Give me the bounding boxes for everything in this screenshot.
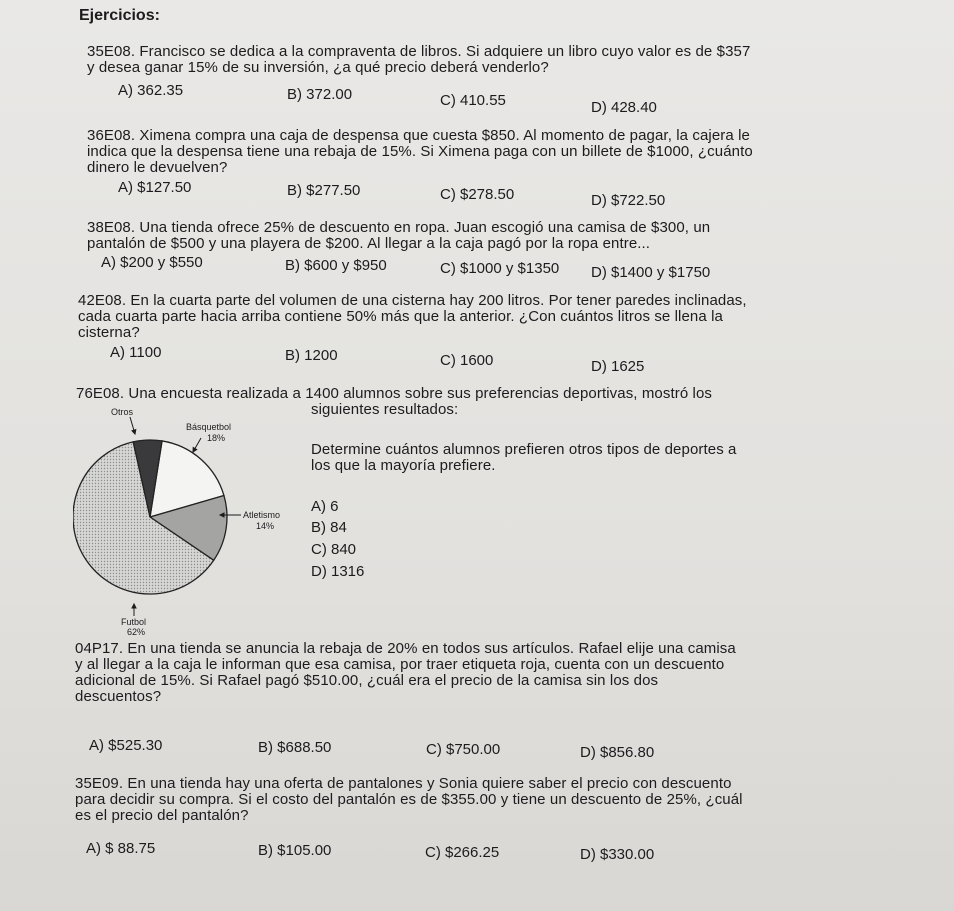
option-c: C) $750.00 [426,741,501,758]
question-line: 42E08. En la cuarta parte del volumen de una cisterna hay 200 litros. Por tener paredes inclinadas, [78,292,747,309]
question-line: y al llegar a la caja le informan que esa camisa, por traer etiqueta roja, cuenta con un descuento [75,656,725,673]
page-title: Ejercicios: [79,7,160,24]
option-a: A) $ 88.75 [86,840,156,857]
option-a: A) $525.30 [89,737,163,754]
question-line: y desea ganar 15% de su inversión, ¿a qué precio deberá venderlo? [87,59,549,76]
question-line: cada cuarta parte hacia arriba contiene 50% más que la anterior. ¿Con cuántos litros se llena la [78,308,723,325]
option-d: D) 1316 [311,563,365,580]
exercise-38E08 [87,220,787,252]
exercise-76E08 [76,386,776,402]
option-d: D) $856.80 [580,744,655,761]
question-line: adicional de 15%. Si Rafael pagó $510.00, ¿cuál era el precio de la camisa sin los dos [75,672,659,689]
question-line: para decidir su compra. Si el costo del pantalón es de $355.00 y tiene un descuento de 25%, ¿cuál [75,791,743,808]
exercise-04P17 [75,641,769,705]
slice-value-atletismo: 14% [256,521,275,531]
option-c: C) 840 [311,541,357,558]
option-b: B) 372.00 [287,86,353,103]
option-d: D) $722.50 [591,192,666,209]
option-c: C) 1600 [440,352,494,369]
option-d: D) $1400 y $1750 [591,264,711,281]
question-line: siguientes resultados: [311,401,459,418]
option-c: C) 410.55 [440,92,506,109]
slice-label-futbol: Futbol [121,617,147,627]
slice-label-otros: Otros [111,407,134,417]
exercise-35E08 [87,44,787,76]
slice-label-atletismo: Atletismo [243,510,281,520]
question-line: indica que la despensa tiene una rebaja de 15%. Si Ximena paga con un billete de $1000, ¿cuánto [87,143,753,160]
question-line: dinero le devuelven? [87,159,228,176]
question-line: 38E08. Una tienda ofrece 25% de descuento en ropa. Juan escogió una camisa de $300, un [87,219,711,236]
question-line: 04P17. En una tienda se anuncia la rebaja de 20% en todos sus artículos. Rafael elije una camisa [75,640,736,657]
exercise-36E08 [87,128,787,176]
question-line: cisterna? [78,324,140,341]
question-line: pantalón de $500 y una playera de $200. Al llegar a la caja pagó por la ropa entre... [87,235,651,252]
question-line: Determine cuántos alumnos prefieren otros tipos de deportes a [311,441,737,458]
arrowhead [132,604,136,608]
option-a: A) 1100 [110,344,162,361]
slice-label-basquetbol: Básquetbol [186,422,232,432]
exercise-42E08 [78,293,790,341]
slice-value-basquetbol: 18% [207,433,226,443]
option-b: B) $105.00 [258,842,332,859]
option-a: A) $200 y $550 [101,254,203,271]
question-line: 36E08. Ximena compra una caja de despensa que cuesta $850. Al momento de pagar, la cajera le [87,127,750,144]
question-line: 35E08. Francisco se dedica a la compraventa de libros. Si adquiere un libro cuyo valor es de $357 [87,43,751,60]
option-c: C) $278.50 [440,186,515,203]
question-line: descuentos? [75,688,162,705]
option-b: B) 1200 [285,347,338,364]
option-b: B) $688.50 [258,739,332,756]
option-a: A) $127.50 [118,179,192,196]
question-line: 76E08. Una encuesta realizada a 1400 alumnos sobre sus preferencias deportivas, mostró los [76,385,713,402]
option-b: B) $277.50 [287,182,361,199]
arrowhead [132,430,136,434]
option-b: B) $600 y $950 [285,257,387,274]
slice-value-futbol: 62% [127,627,146,637]
question-line: 35E09. En una tienda hay una oferta de pantalones y Sonia quiere saber el precio con descuento [75,775,732,792]
option-a: A) 6 [311,498,339,515]
option-d: D) $330.00 [580,846,655,863]
question-line: es el precio del pantalón? [75,807,249,824]
option-d: D) 1625 [591,358,645,375]
question-line: los que la mayoría prefiere. [311,457,496,474]
exercise-35E09 [75,776,775,824]
option-a: A) 362.35 [118,82,184,99]
sports-pie-chart [73,404,303,640]
arrowhead [193,448,197,453]
option-c: C) $1000 y $1350 [440,260,560,277]
option-b: B) 84 [311,519,347,536]
option-d: D) 428.40 [591,99,657,116]
option-c: C) $266.25 [425,844,500,861]
